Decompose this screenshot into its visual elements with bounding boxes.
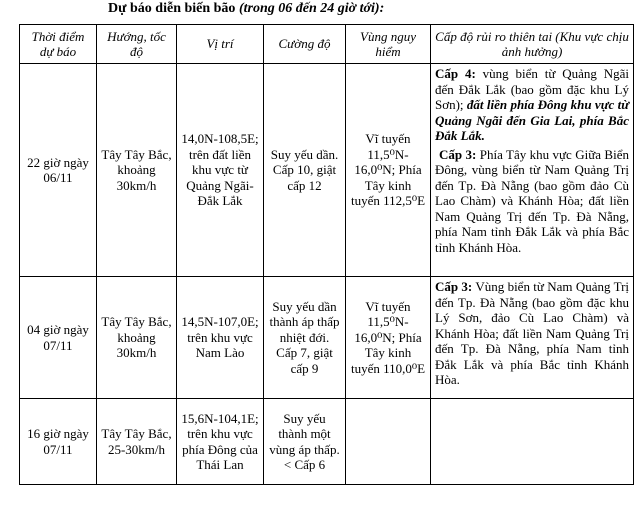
cell-intensity: Suy yếu thành một vùng áp thấp. < Cấp 6 [264, 399, 346, 485]
cell-time: 16 giờ ngày 07/11 [20, 399, 97, 485]
risk-level-label: Cấp 4: [435, 66, 476, 81]
cell-risk-level [431, 399, 634, 485]
risk-paragraph [435, 279, 629, 388]
cell-direction: Tây Tây Bắc, khoảng 30km/h [97, 277, 177, 399]
header-risk-level: Cấp độ rủi ro thiên tai (Khu vực chịu ảnh hưởng) [431, 25, 634, 64]
risk-level-label: Cấp 3: [439, 146, 477, 162]
risk-text: vùng biển từ Quảng Ngãi đến Đắk Lắk (bao gồm đặc khu Lý Sơn); [435, 66, 629, 112]
cell-direction: Tây Tây Bắc, khoảng 30km/h [97, 64, 177, 277]
heading-main: Dự báo diễn biến bão [108, 1, 236, 16]
table-row [20, 64, 634, 277]
cell-position: 14,5N-107,0E; trên khu vực Nam Lào [177, 277, 264, 399]
cell-intensity: Suy yếu dần. Cấp 10, giật cấp 12 [264, 64, 346, 277]
header-position: Vị trí [177, 25, 264, 64]
cell-position: 15,6N-104,1E; trên khu vực phía Đông của Thái Lan [177, 399, 264, 485]
section-heading [108, 1, 384, 17]
table-row [20, 277, 634, 399]
cell-danger-zone [346, 399, 431, 485]
table-row [20, 399, 634, 485]
cell-direction: Tây Tây Bắc, 25-30km/h [97, 399, 177, 485]
cell-risk-level [431, 64, 634, 277]
cell-position: 14,0N-108,5E; trên đất liền khu vực từ Quảng Ngãi-Đắk Lắk [177, 64, 264, 277]
heading-sub: (trong 06 đến 24 giờ tới): [238, 1, 385, 16]
risk-paragraph [435, 147, 629, 256]
cell-time: 04 giờ ngày 07/11 [20, 277, 97, 399]
risk-paragraph [435, 66, 629, 144]
forecast-table [19, 24, 634, 485]
cell-danger-zone: Vĩ tuyến 11,5⁰N-16,0⁰N; Phía Tây kinh tuyến 110,0⁰E [346, 277, 431, 399]
header-direction: Hướng, tốc độ [97, 25, 177, 64]
cell-risk-level [431, 277, 634, 399]
cell-danger-zone: Vĩ tuyến 11,5⁰N-16,0⁰N; Phía Tây kinh tuyến 112,5⁰E [346, 64, 431, 277]
cell-intensity: Suy yếu dần thành áp thấp nhiệt đới. Cấp 7, giật cấp 9 [264, 277, 346, 399]
risk-level-label: Cấp 3: [435, 279, 473, 294]
risk-emphasis: đất liền phía Đông khu vực từ Quảng Ngãi đến Gia Lai, phía Bắc Đắk Lắk. [435, 97, 630, 143]
header-intensity: Cường độ [264, 25, 346, 64]
header-danger-zone: Vùng nguy hiểm [346, 25, 431, 64]
risk-text: Vùng biển từ Nam Quảng Trị đến Tp. Đà Nẵng (bao gồm đặc khu Lý Sơn, đảo Cù Lao Chàm) và Khánh Hòa; đất liền Nam Quảng Trị đến Tp. Đà Nẵng, phía Nam tỉnh Đắk Lắk và phía Bắc tỉnh Khánh Hòa. [435, 279, 630, 387]
header-time: Thời điểm dự báo [20, 25, 97, 64]
risk-text: Phía Tây khu vực Giữa Biển Đông, vùng biển từ Nam Quảng Trị đến Tp. Đà Nẵng (bao gồm đảo Cù Lao Chàm) và Khánh Hòa; đất liền Nam Quảng Trị đến Tp. Đà Nẵng, phía Nam tỉnh Đắk Lắk và phía Bắc tỉnh Khánh Hòa. [435, 146, 629, 255]
table-header-row [20, 25, 634, 64]
cell-time: 22 giờ ngày 06/11 [20, 64, 97, 277]
